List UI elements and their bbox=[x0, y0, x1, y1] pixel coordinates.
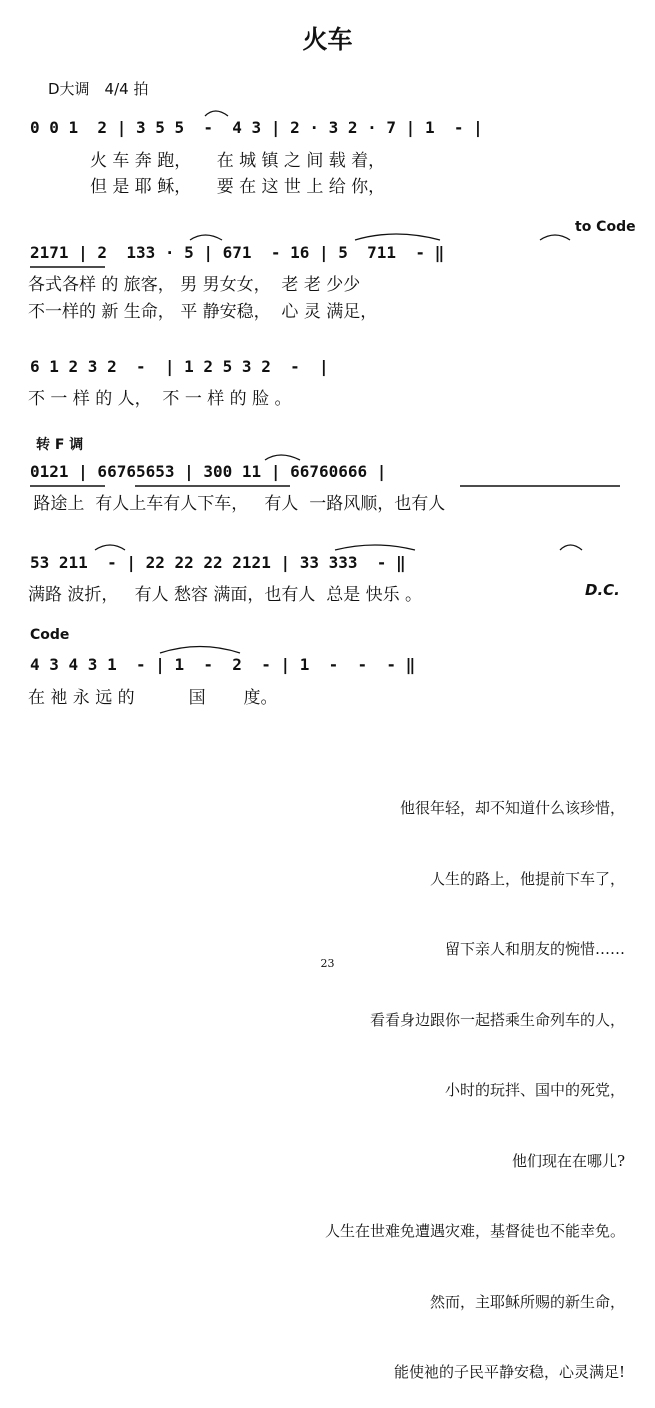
staff1-notes: 0 0 1 2 | 3 5 5 - 4 3 | 2 · 3 2 · 7 | 1 - | bbox=[30, 118, 483, 137]
staff2-notes: 2171 | 2 133 · 5 | 671 - 16 | 5 711 - ‖ bbox=[30, 243, 445, 262]
poem-block bbox=[325, 750, 625, 1408]
staff6-lyrics: 在 祂 永 远 的 国 度。 bbox=[28, 688, 278, 708]
staff5-lyrics: 满路 波折， 有人 愁容 满面，也有人 总是 快乐 。 bbox=[28, 585, 423, 605]
staff2-lyrics-verse2: 不一样的 新 生命， 平 静安稳， 心 灵 满足， bbox=[28, 302, 378, 322]
staff1-lyrics-verse1: 火 车 奔 跑， 在 城 镇 之 间 载 着， bbox=[90, 151, 386, 171]
tie-arc bbox=[335, 545, 415, 550]
poem-line: 能使祂的子民平静安稳，心灵满足! bbox=[393, 1363, 625, 1381]
code-label: Code bbox=[30, 627, 70, 643]
poem-line: 然而，主耶稣所赐的新生命， bbox=[429, 1292, 625, 1311]
staff3-lyrics: 不 一 样 的 人， 不 一 样 的 脸 。 bbox=[28, 389, 292, 409]
staff4-lyrics: 路途上 有人上车有人下车， 有人 一路风顺，也有人 bbox=[28, 494, 446, 514]
dc-marker: D.C. bbox=[585, 581, 620, 599]
tie-arc bbox=[190, 235, 222, 240]
page-title: 火车 bbox=[302, 25, 353, 54]
staff4-notes: 0121 | 66765653 | 300 11 | 66760666 | bbox=[30, 462, 387, 481]
poem-line: 看看身边跟你一起搭乘生命列车的人， bbox=[369, 1010, 625, 1029]
page-number: 23 bbox=[320, 957, 335, 970]
tie-arc bbox=[160, 647, 240, 654]
tie-arc bbox=[205, 111, 228, 116]
poem-line: 人生在世难免遭遇灾难，基督徒也不能幸免。 bbox=[324, 1222, 625, 1240]
poem-line: 留下亲人和朋友的惋惜…… bbox=[444, 940, 625, 958]
tie-arc bbox=[265, 455, 300, 460]
tie-arc bbox=[95, 545, 125, 550]
staff2-lyrics-verse1: 各式各样 的 旅客， 男 男女女， 老 老 少少 bbox=[28, 275, 361, 295]
key-signature: D大调 4/4 拍 bbox=[48, 80, 149, 98]
poem-line: 小时的玩拌、国中的死党， bbox=[444, 1081, 625, 1099]
staff3-notes: 6 1 2 3 2 - | 1 2 5 3 2 - | bbox=[30, 357, 329, 376]
poem-line: 人生的路上，他提前下车了， bbox=[429, 869, 625, 888]
staff6-notes: 4 3 4 3 1 - | 1 - 2 - | 1 - - - ‖ bbox=[30, 655, 416, 674]
tie-arc bbox=[355, 234, 440, 240]
staff5-notes: 53 211 - | 22 22 22 2121 | 33 333 - ‖ bbox=[30, 553, 406, 572]
tie-arc bbox=[560, 545, 582, 550]
tie-arc bbox=[540, 235, 570, 240]
poem-line: 他很年轻，却不知道什么该珍惜， bbox=[399, 799, 625, 817]
poem-line: 他们现在在哪儿? bbox=[511, 1151, 625, 1170]
to-code-marker: to Code bbox=[575, 219, 636, 235]
staff1-lyrics-verse2: 但 是 耶 稣， 要 在 这 世 上 给 你， bbox=[90, 177, 386, 197]
modulation-label: 转 F 调 bbox=[36, 437, 84, 453]
